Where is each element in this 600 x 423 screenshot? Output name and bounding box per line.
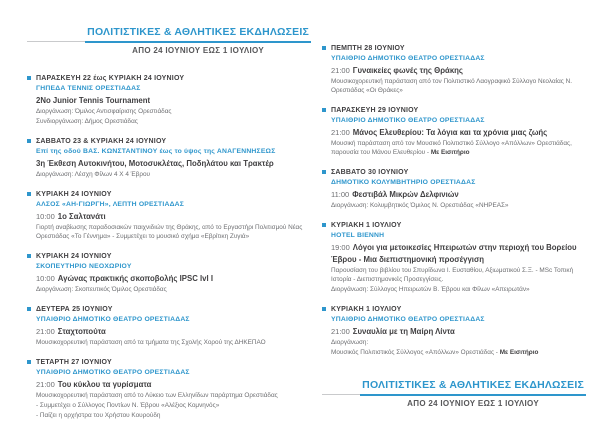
event-date: ΠΑΡΑΣΚΕΥΗ 29 ΙΟΥΝΙΟΥ — [331, 107, 419, 114]
event-entry — [27, 305, 311, 347]
event-date: ΣΑΒΒΑΤΟ 23 & ΚΥΡΙΑΚΗ 24 ΙΟΥΝΙΟΥ — [36, 138, 167, 145]
event-entry — [27, 137, 311, 179]
event-date: ΚΥΡΙΑΚΗ 24 ΙΟΥΝΙΟΥ — [36, 191, 112, 198]
footer-title: ΠΟΛΙΤΙΣΤΙΚΕΣ & ΑΘΛΗΤΙΚΕΣ ΕΚΔΗΛΩΣΕΙΣ — [360, 379, 586, 396]
ticket-note: Με Εισιτήριο — [499, 349, 539, 356]
event-date: ΠΕΜΠΤΗ 28 ΙΟΥΝΙΟΥ — [331, 45, 405, 52]
page-header — [27, 26, 311, 58]
event-date: ΣΑΒΒΑΤΟ 30 ΙΟΥΝΙΟΥ — [331, 169, 409, 176]
event-date: ΠΑΡΑΣΚΕΥΗ 22 έως ΚΥΡΙΑΚΗ 24 ΙΟΥΝΙΟΥ — [36, 75, 185, 82]
event-description-line: Διοργάνωση: Όμιλος Αντισφαίρισης Ορεστιάδας — [36, 108, 172, 115]
event-description-line: Διοργάνωση: Σκοπευτικός Όμιλος Ορεστιάδας — [36, 286, 167, 293]
event-time: 21:00 — [36, 380, 55, 389]
event-venue: ΥΠΑΙΘΡΙΟ ΔΗΜΟΤΙΚΟ ΘΕΑΤΡΟ ΟΡΕΣΤΙΑΔΑΣ — [331, 117, 485, 124]
bullet-icon — [27, 254, 31, 258]
event-date: ΤΕΤΑΡΤΗ 27 ΙΟΥΝΙΟΥ — [36, 359, 112, 366]
event-time: 21:00 — [36, 327, 55, 336]
bullet-icon — [27, 139, 31, 143]
header-subtitle: ΑΠΟ 24 ΙΟΥΝΙΟΥ ΕΩΣ 1 ΙΟΥΛΙΟΥ — [132, 46, 264, 55]
event-description-line: Μουσικοχορευτική παράσταση από τα τμήματα της Σχολής Χορού της ΔΗΚΕΠΑΟ — [36, 339, 266, 346]
bullet-icon — [27, 360, 31, 364]
bullet-icon — [322, 307, 326, 311]
event-venue: ΥΠΑΙΘΡΙΟ ΔΗΜΟΤΙΚΟ ΘΕΑΤΡΟ ΟΡΕΣΤΙΑΔΑΣ — [36, 369, 190, 376]
event-title: Αγώνας πρακτικής σκοποβολής IPSC lvl I — [57, 274, 213, 283]
event-time: 19:00 — [331, 243, 350, 252]
event-title: Σταχτοπούτα — [57, 327, 106, 336]
event-venue: ΥΠΑΙΘΡΙΟ ΔΗΜΟΤΙΚΟ ΘΕΑΤΡΟ ΟΡΕΣΤΙΑΔΑΣ — [36, 316, 190, 323]
event-title: 3η Έκθεση Αυτοκινήτου, Μοτοσυκλέτας, Ποδηλάτου και Τρακτέρ — [36, 159, 274, 168]
event-description-line: Μουσικοχορευτική παράσταση από το Λύκειο των Ελληνίδων παράρτημα Ορεστιάδας — [36, 392, 278, 399]
event-entry — [322, 44, 586, 95]
event-entry — [27, 252, 311, 294]
event-venue: ΣΚΟΠΕΥΤΗΡΙΟ ΝΕΟΧΩΡΙΟΥ — [36, 263, 132, 270]
event-entry — [322, 106, 586, 157]
bullet-icon — [322, 108, 326, 112]
event-venue: ΥΠΑΙΘΡΙΟ ΔΗΜΟΤΙΚΟ ΘΕΑΤΡΟ ΟΡΕΣΤΙΑΔΑΣ — [331, 55, 485, 62]
event-time: 11:00 — [331, 190, 350, 199]
event-venue: Επί της οδού ΒΑΣ. ΚΩΝΣΤΑΝΤΙΝΟΥ έως το ύψος της ΑΝΑΓΕΝΝΗΣΕΩΣ — [36, 148, 276, 155]
event-entry — [322, 221, 586, 294]
event-date: ΚΥΡΙΑΚΗ 1 ΙΟΥΛΙΟΥ — [331, 306, 402, 313]
event-time: 21:00 — [331, 327, 350, 336]
event-venue: ΔΗΜΟΤΙΚΟ ΚΟΛΥΜΒΗΤΗΡΙΟ ΟΡΕΣΤΙΑΔΑΣ — [331, 179, 476, 186]
event-title: Μάνος Ελευθερίου: Τα λόγια και τα χρόνια μιας ζωής — [352, 128, 548, 137]
event-description-line — [331, 348, 586, 357]
bullet-icon — [322, 170, 326, 174]
event-title: 2Νο Junior Tennis Tournament — [36, 96, 151, 105]
event-venue: ΑΛΣΟΣ «ΑΗ-ΓΙΩΡΓΗ», ΛΕΠΤΗ ΟΡΕΣΤΙΑΔΑΣ — [36, 201, 185, 208]
event-description-line: Μουσικοχορευτική παράσταση από τον Πολιτιστικό Λαογραφικό Σύλλογο Νεολαίας Ν. Ορεστιάδας «Οι Θράκες» — [331, 78, 573, 94]
event-date: ΔΕΥΤΕΡΑ 25 ΙΟΥΝΙΟΥ — [36, 306, 113, 313]
bullet-icon — [27, 307, 31, 311]
event-title: 1ο Σαλτανάτι — [57, 212, 106, 221]
bullet-icon — [322, 46, 326, 50]
event-description-line — [331, 139, 586, 157]
event-description-line: - Συμμετέχει ο Σύλλογος Ποντίων Ν. Έβρου «Αλέξιος Κομνηνός» — [36, 402, 220, 409]
event-description-line: - Παίζει η ορχήστρα του Χρήστου Κουρούδη — [36, 412, 161, 419]
event-date: ΚΥΡΙΑΚΗ 24 ΙΟΥΝΙΟΥ — [36, 253, 112, 260]
event-venue: ΥΠΑΙΘΡΙΟ ΔΗΜΟΤΙΚΟ ΘΕΑΤΡΟ ΟΡΕΣΤΙΑΔΑΣ — [331, 316, 485, 323]
ticket-note: Με Εισιτήριο — [430, 149, 470, 156]
column-right — [322, 44, 586, 411]
event-entry — [27, 190, 311, 241]
event-time: 10:00 — [36, 212, 55, 221]
event-time: 10:00 — [36, 274, 55, 283]
event-description-line: Διοργάνωση: Κολυμβητικός Όμιλος Ν. Ορεστιάδας «ΝΗΡΕΑΣ» — [331, 202, 509, 209]
event-title: Γυναικείες φωνές της Θράκης — [352, 66, 463, 75]
event-description-line: Γιορτή αναβίωσης παραδοσιακών παιχνιδιών της Θράκης, από το Εργαστήρι Πολιτισμού Νέας Ορεστιάδας «Το Γέννημα» - Συμμετέχει το μουσικό σχήμα «Εβρίτικη Ζυγιά» — [36, 224, 303, 240]
event-description-line: Διοργάνωση: Σύλλογος Ηπειρωτών Β. Έβρου και Φίλων «Απειρωτάν» — [331, 286, 530, 293]
footer-subtitle: ΑΠΟ 24 ΙΟΥΝΙΟΥ ΕΩΣ 1 ΙΟΥΛΙΟΥ — [407, 399, 539, 408]
event-description-text: Μουσική παράσταση από τον Μουσικό Πολιτιστικό Σύλλογο «Απόλλων» Ορεστιάδας, παρουσία του Μάνου Ελευθερίου - — [331, 140, 572, 156]
event-title: Λόγοι για μετοικεσίες Ηπειρωτών στην περιοχή του Βορείου Έβρου - Μια διεπιστημονική προσέγγιση — [331, 243, 577, 264]
event-description-line: Διοργάνωση: — [331, 339, 369, 346]
event-entry — [27, 358, 311, 420]
column-left — [27, 26, 311, 423]
bullet-icon — [27, 192, 31, 196]
event-entry — [27, 74, 311, 126]
event-description-line: Παρουσίαση του βιβλίου του Σπυρίδωνα Ι. Ευσταθίου, Αξιωματικού Σ.Ξ. - MSc Τοπική Ιστορία - Διεπιστημονικές Προσεγγίσεις. — [331, 267, 574, 283]
event-entry — [322, 168, 586, 210]
event-entry — [322, 305, 586, 357]
event-title: Του κύκλου τα γυρίσματα — [57, 380, 152, 389]
event-title: Φεστιβάλ Μικρών Δελφινιών — [352, 190, 459, 199]
event-description-line: Συνδιοργάνωση: Δήμος Ορεστιάδας — [36, 118, 138, 125]
header-title: ΠΟΛΙΤΙΣΤΙΚΕΣ & ΑΘΛΗΤΙΚΕΣ ΕΚΔΗΛΩΣΕΙΣ — [85, 26, 311, 43]
event-description-line: Διοργάνωση: Λέσχη Φίλων 4 Χ 4 Έβρου — [36, 171, 151, 178]
event-title: Συναυλία με τη Μαίρη Λίντα — [352, 327, 455, 336]
event-venue: HOTEL ΒΙΕΝΝΗ — [331, 232, 385, 239]
bullet-icon — [322, 223, 326, 227]
bullet-icon — [27, 76, 31, 80]
page-footer — [322, 379, 586, 411]
event-description-text: Μουσικός Πολιτιστικός Σύλλογος «Απόλλων» Ορεστιάδας - — [331, 349, 500, 356]
event-time: 21:00 — [331, 128, 350, 137]
event-venue: ΓΗΠΕΔΑ ΤΕΝΝΙΣ ΟΡΕΣΤΙΑΔΑΣ — [36, 85, 141, 92]
event-time: 21:00 — [331, 66, 350, 75]
event-date: ΚΥΡΙΑΚΗ 1 ΙΟΥΛΙΟΥ — [331, 222, 402, 229]
